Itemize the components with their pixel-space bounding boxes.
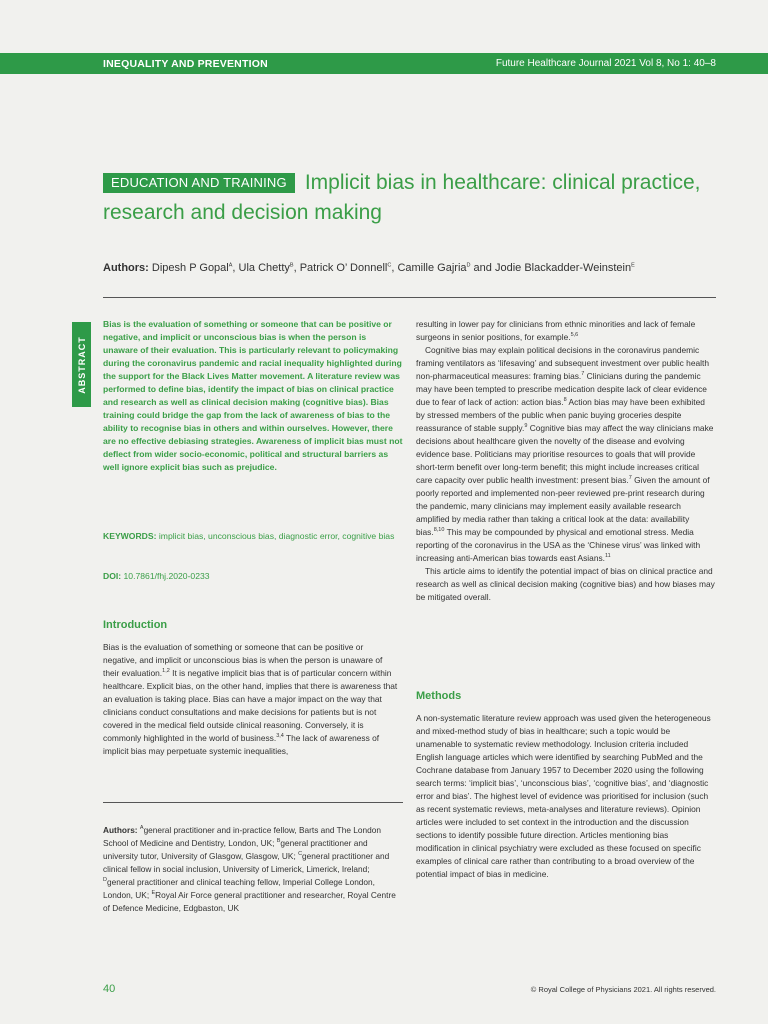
keywords-label: KEYWORDS:: [103, 531, 157, 541]
author-affiliation-mark: D: [466, 262, 471, 269]
divider: [103, 297, 716, 298]
author: Camille Gajria: [397, 262, 467, 274]
authors-label: Authors:: [103, 262, 149, 274]
methods-text: A non-systematic literature review approach was used given the heterogeneous and mixed-method study of bias in healthcare; such a topic would be unamenable to systematic review methodology. Inclusion criteria included English language articles which were identified by searching PubMed and the Cochrane database from January 1957 to December 2020 using the following search terms: ‘implicit bias’, ‘unconscious bias’, ‘cognitive bias’, and ‘diagnostic error and bias’. The highest level of evidence was prioritised for inclusion (such as recent systematic reviews, meta-analyses and literature reviews). Opinion articles were included to set context in the introduction and the discussion sections to identify possible future direction. Articles mentioning bias modification in clinical psychiatry were excluded as these focused on specific examples of clinical care rather than contributing to a broad overview of the potential impact of bias in medicine.: [416, 713, 711, 879]
doi: [103, 571, 210, 581]
abstract-tab: [72, 322, 91, 407]
section-label: INEQUALITY AND PREVENTION: [103, 58, 268, 70]
doi-link[interactable]: 10.7861/fhj.2020-0233: [123, 571, 210, 581]
author-affiliation-mark: E: [631, 262, 635, 269]
author-separator: and: [470, 262, 495, 274]
abstract-tab-label: ABSTRACT: [76, 335, 87, 394]
author: Patrick O’ Donnell: [299, 262, 388, 274]
keywords: [103, 530, 403, 543]
author: Jodie Blackadder-Weinstein: [494, 262, 632, 274]
category-badge: EDUCATION AND TRAINING: [103, 173, 295, 193]
author-separator: ,: [391, 262, 398, 274]
keywords-list: implicit bias, unconscious bias, diagnostic error, cognitive bias: [158, 531, 395, 541]
article-title-block: [103, 168, 703, 228]
introduction-heading: Introduction: [103, 619, 168, 631]
author-list: [103, 262, 723, 274]
author-separator: ,: [293, 262, 300, 274]
introduction-text: Bias is the evaluation of something or someone that can be positive or negative, and implicit or unconscious bias is when the person is unaware of their evaluation.$^{1,2}$ It is negative implicit bias that is of particular concern within healthcare. Explicit bias, on the other hand, implies that there is awareness that an evaluation is taking place. Bias can have a major impact on the way that clinicians conduct consultations and make decisions for patients but is not covered in the medical field outside clinical reasoning. Conversely, it is commonly highlighted in the world of business.$^{3,4}$ The lack of awareness of implicit bias may perpetuate systemic inequalities,: [103, 642, 398, 756]
author-affiliation-mark: C: [387, 262, 392, 269]
article-title: Implicit bias in healthcare: clinical practice, research and decision making: [103, 171, 701, 224]
author-affiliation-mark: B: [289, 262, 294, 269]
footnote-divider: [103, 802, 403, 803]
author-affiliations: Authors: $^A$general practitioner and in-practice fellow, Barts and The London School of Medicine and Dentistry, London, UK; $^B$general practitioner and university tutor, University of Glasgow, Glasgow, UK; $^C$general practitioner and clinical fellow in social inclusion, University of Limerick, Limerick, Ireland; $^D$general practitioner and clinical teaching fellow, Imperial College London, London, UK; $^E$Royal Air Force general practitioner and researcher, Royal Centre of Defence Medicine, Edgbaston, UK: [103, 825, 396, 913]
journal-reference: Future Healthcare Journal 2021 Vol 8, No 1: 40–8: [495, 58, 716, 69]
doi-label: DOI:: [103, 571, 122, 581]
author-separator: ,: [232, 262, 239, 274]
author: Dipesh P Gopal: [151, 262, 229, 274]
introduction-continued-text: resulting in lower pay for clinicians from ethnic minorities and lack of female surgeons in senior positions, for example.$^{5,6}$ Cognitive bias may explain political decisions in the coronavirus pandemic framing ventilators as ‘lifesaving’ and subsequent investment over public health non-pharmaceutical measures: framing bias.$^7$ Clinicians during the pandemic may have been tempted to prescribe medication despite lack of clear evidence due to fear of lack of action: action bias.$^8$ Action bias may have been exhibited by stressed members of the public when panic buying groceries despite reassurance of stable supply.$^9$ Cognitive bias may affect the way clinicians make decisions about healthcare given the novelty of the disease and evolving evidence base. Politicians may prioritise resources to goals that will provide short-term benefit over long-term benefit; this might include increases critical care capacity over public health investment: present bias.$^7$ Given the amount of poorly reported and implemented non-peer reviewed pre-print research during the pandemic, many clinicians may implement easily available research amplified by media rather than taking a critical look at the data: availability bias.$^{8,10}$ This may be compounded by physical and emotional stress. Media reporting of the coronavirus in the USA as the ‘Chinese virus’ was linked with increasing anti-American bias towards east Asians.$^{11}$ This article aims to identify the potential impact of bias on clinical practice and research as well as clinical decision making (cognitive bias) and how biases may be mitigated overall.: [416, 319, 715, 602]
copyright: © Royal College of Physicians 2021. All rights reserved.: [530, 985, 716, 994]
author: Ula Chetty: [238, 262, 290, 274]
abstract-text: Bias is the evaluation of something or someone that can be positive or negative, and implicit or unconscious bias is when the person is unaware of their evaluation. This is particularly relevant to policymaking during the coronavirus pandemic and racial inequality highlighted during the support for the Black Lives Matter movement. A literature review was performed to define bias, identify the impact of bias on clinical practice and research as well as clinical decision making (cognitive bias). Bias training could bridge the gap from the lack of awareness of bias to the ability to recognise bias in others and within ourselves. However, there are no effective debiasing strategies. Awareness of implicit bias must not deflect from wider socio-economic, political and structural barriers as well ignore explicit bias such as prejudice.: [103, 319, 403, 472]
page-number: 40: [103, 983, 116, 995]
author-affiliation-mark: A: [228, 262, 233, 269]
section-header-bar: [0, 53, 768, 74]
methods-heading: Methods: [416, 690, 462, 702]
